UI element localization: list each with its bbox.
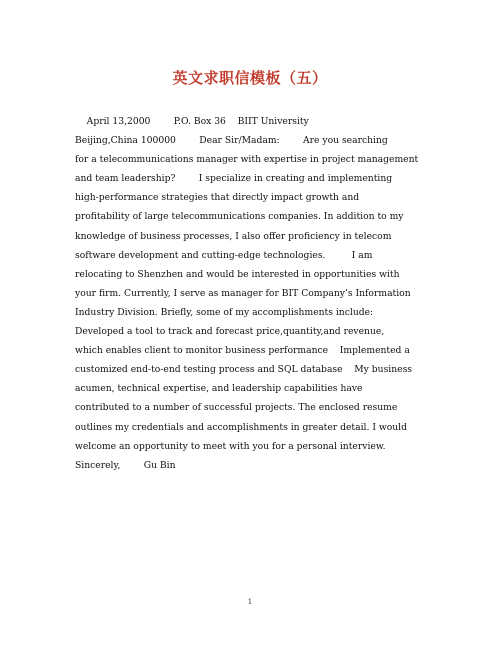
letter-line: Developed a tool to track and forecast price,quantity,and revenue, [75,326,385,338]
letter-line: welcome an opportunity to meet with you for a personal interview. [75,440,386,452]
letter-line: April 13,2000 P.O. Box 36 BIIT University [75,116,309,127]
letter-line: and team leadership? I specialize in creating and implementing [75,173,393,185]
letter-signature: Sincerely, Gu Bin [75,459,176,471]
letter-line: relocating to Shenzhen and would be interested in opportunities with [75,268,400,280]
letter-line: profitability of large telecommunications companies. In addition to my [75,211,404,223]
letter-body [75,112,425,475]
letter-line: acumen, technical expertise, and leadership capabilities have [75,383,363,395]
letter-line: high-performance strategies that directly impact growth and [75,192,360,204]
letter-line: contributed to a number of successful projects. The enclosed resume [75,402,398,414]
letter-line: software development and cutting-edge technologies. I am [75,249,373,261]
document-title: 英文求职信模板（五） [172,69,328,87]
letter-line: Beijing,China 100000 Dear Sir/Madam: Are you searching [75,135,388,147]
letter-line: your firm. Currently, I serve as manager for BIT Company’s Information [75,287,411,299]
letter-line: knowledge of business processes, I also offer proficiency in telecom [75,230,392,242]
letter-line: which enables client to monitor business performance Implemented a [75,345,410,357]
page-number: 1 [247,598,253,606]
letter-line: Industry Division. Briefly, some of my accomplishments include: [75,306,374,318]
letter-line: customized end-to-end testing process and SQL database My business [75,364,413,376]
letter-line: outlines my credentials and accomplishments in greater detail. I would [75,421,408,433]
letter-line: for a telecommunications manager with expertise in project management [75,154,419,166]
